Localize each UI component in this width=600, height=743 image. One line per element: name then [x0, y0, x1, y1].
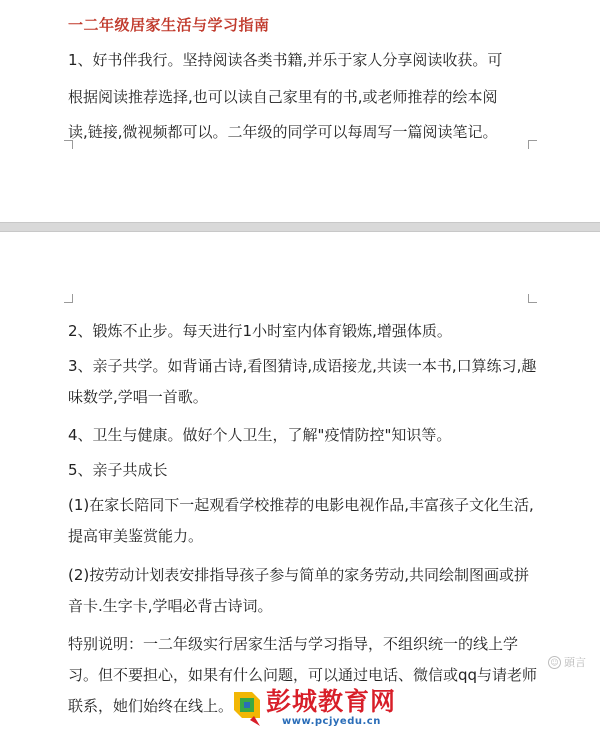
- page-corner-mark: [528, 294, 537, 303]
- watermark-label: 頭言: [564, 656, 586, 669]
- site-logo: [230, 680, 440, 736]
- document-page-2: [0, 232, 600, 743]
- paragraph-special-note: 特别说明：一二年级实行居家生活与学习指导，不组织统一的线上学习。但不要担心，如果有什么问题，可以通过电话、微信或qq与请老师联系，她们始终在线上。: [68, 635, 538, 715]
- paragraph-sub-item-2: (2)按劳动计划表安排指导孩子参与简单的家务劳动,共同绘制图画或拼音卡.生字卡,学唱必背古诗词。: [68, 566, 530, 615]
- paragraph-sub-item-1: (1)在家长陪同下一起观看学校推荐的电影电视作品,丰富孩子文化生活,提高审美鉴赏能力。: [68, 496, 534, 545]
- page-corner-mark: [528, 140, 537, 149]
- source-watermark: [548, 654, 586, 670]
- paragraph-reading-line-3: 读,链接,微视频都可以。二年级的同学可以每周写一篇阅读笔记。: [68, 123, 498, 141]
- paragraph-exercise: 2、锻炼不止步。每天进行1小时室内体育锻炼,增强体质。: [68, 322, 452, 340]
- paragraph-hygiene-health: 4、卫生与健康。做好个人卫生，了解"疫情防控"知识等。: [68, 426, 452, 444]
- paragraph-reading-line-2: 根据阅读推荐选择,也可以读自己家里有的书,或老师推荐的绘本阅: [68, 88, 498, 106]
- page-separator: [0, 222, 600, 232]
- document-title: 一二年级居家生活与学习指南: [68, 16, 270, 34]
- paragraph-parent-child-learning: 3、亲子共学。如背诵古诗,看图猜诗,成语接龙,共读一本书,口算练习,趣味数学,学唱一首歌。: [68, 357, 537, 406]
- pencil-logo-icon: [230, 688, 264, 728]
- document-page-1: [0, 0, 600, 222]
- page-corner-mark: [64, 140, 73, 149]
- logo-site-url: www.pcjyedu.cn: [282, 716, 381, 727]
- paragraph-grow-together-heading: 5、亲子共成长: [68, 461, 168, 479]
- page-corner-mark: [64, 294, 73, 303]
- logo-site-name: 彭城教育网: [266, 687, 397, 716]
- watermark-logo-icon: ☺: [548, 656, 561, 669]
- paragraph-reading-line-1: 1、好书伴我行。坚持阅读各类书籍,并乐于家人分享阅读收获。可: [68, 51, 503, 69]
